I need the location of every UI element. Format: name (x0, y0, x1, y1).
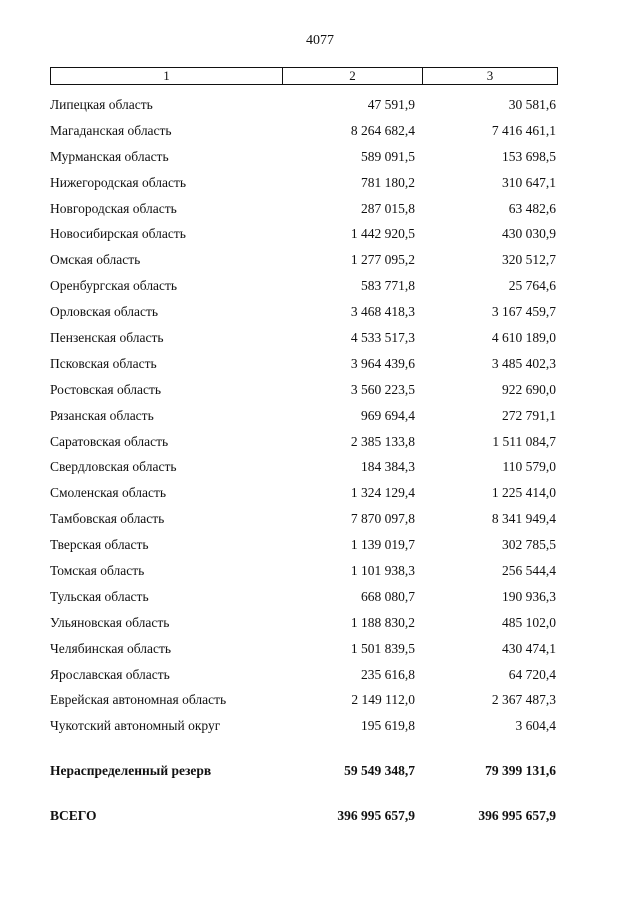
region-name: Тульская область (50, 588, 149, 604)
region-name: Ярославская область (50, 666, 170, 682)
column-header-1: 1 (51, 68, 283, 84)
value-col-2: 1 188 830,2 (350, 614, 415, 630)
value-col-2: 7 870 097,8 (350, 511, 415, 527)
value-col-3: 256 544,4 (502, 563, 556, 579)
value-col-2: 1 101 938,3 (350, 563, 415, 579)
value-col-2: 287 015,8 (361, 200, 415, 216)
total-value-3: 396 995 657,9 (478, 808, 556, 823)
table-row (50, 379, 558, 405)
region-name: Тверская область (50, 537, 149, 553)
table-row (50, 249, 558, 275)
table-row (50, 405, 558, 431)
value-col-3: 2 367 487,3 (491, 692, 556, 708)
value-col-3: 302 785,5 (502, 537, 556, 553)
value-col-3: 190 936,3 (502, 588, 556, 604)
reserve-value-3: 79 399 131,6 (485, 763, 556, 778)
region-name: Новгородская область (50, 200, 177, 216)
table-row (50, 612, 558, 638)
table-row (50, 456, 558, 482)
value-col-2: 195 619,8 (361, 718, 415, 734)
region-name: Мурманская область (50, 148, 169, 164)
table-row (50, 715, 558, 741)
value-col-2: 589 091,5 (361, 148, 415, 164)
table-row (50, 353, 558, 379)
value-col-2: 47 591,9 (367, 97, 415, 112)
value-col-3: 7 416 461,1 (491, 122, 556, 138)
value-col-3: 922 690,0 (502, 381, 556, 397)
value-col-3: 25 764,6 (508, 278, 556, 294)
reserve-value-2: 59 549 348,7 (344, 763, 415, 778)
value-col-3: 310 647,1 (502, 174, 556, 190)
total-row (50, 808, 558, 830)
value-col-2: 668 080,7 (361, 588, 415, 604)
table-row (50, 275, 558, 301)
page-number: 4077 (306, 33, 334, 48)
region-name: Ульяновская область (50, 614, 170, 630)
region-name: Челябинская область (50, 640, 172, 656)
table-header (50, 67, 558, 85)
value-col-3: 1 225 414,0 (491, 485, 556, 501)
value-col-3: 3 604,4 (515, 718, 556, 734)
value-col-3: 3 167 459,7 (491, 304, 556, 320)
value-col-2: 1 277 095,2 (350, 252, 415, 268)
table-row (50, 146, 558, 172)
value-col-2: 969 694,4 (361, 407, 415, 423)
value-col-3: 1 511 084,7 (492, 433, 556, 449)
region-name: Тамбовская область (50, 511, 165, 527)
region-name: Оренбургская область (50, 278, 178, 294)
table-row (50, 664, 558, 690)
value-col-3: 64 720,4 (508, 666, 556, 682)
column-header-3: 3 (486, 68, 494, 83)
column-header-2: 2 (283, 68, 423, 84)
value-col-2: 4 533 517,3 (350, 330, 415, 346)
value-col-3: 320 512,7 (502, 252, 556, 268)
reserve-row (50, 763, 558, 785)
value-col-2: 3 964 439,6 (350, 355, 415, 371)
value-col-3: 4 610 189,0 (491, 330, 556, 346)
value-col-3: 430 030,9 (502, 226, 556, 242)
region-name: Пензенская область (50, 330, 164, 346)
value-col-2: 1 442 920,5 (350, 226, 415, 242)
table-row (50, 327, 558, 353)
region-name: Омская область (50, 252, 141, 268)
value-col-3: 30 581,6 (508, 97, 556, 112)
value-col-2: 1 324 129,4 (350, 485, 415, 501)
region-name: Рязанская область (50, 407, 154, 423)
table-row (50, 301, 558, 327)
value-col-3: 3 485 402,3 (491, 355, 556, 371)
value-col-3: 153 698,5 (502, 148, 556, 164)
value-col-2: 1 501 839,5 (350, 640, 415, 656)
table-row (50, 94, 558, 120)
value-col-2: 3 560 223,5 (350, 381, 415, 397)
table-row (50, 482, 558, 508)
value-col-3: 272 791,1 (502, 407, 556, 423)
table-row (50, 534, 558, 560)
value-col-2: 8 264 682,4 (350, 122, 415, 138)
value-col-2: 781 180,2 (361, 174, 415, 190)
region-name: Новосибирская область (50, 226, 186, 242)
total-label: ВСЕГО (50, 808, 97, 823)
table-row (50, 638, 558, 664)
region-name: Саратовская область (50, 433, 169, 449)
value-col-2: 2 385 133,8 (350, 433, 415, 449)
region-name: Томская область (50, 563, 145, 579)
table-row (50, 431, 558, 457)
region-name: Псковская область (50, 355, 157, 371)
region-name: Свердловская область (50, 459, 177, 475)
value-col-2: 184 384,3 (361, 459, 415, 475)
region-name: Ростовская область (50, 381, 161, 397)
region-name: Еврейская автономная область (50, 692, 227, 708)
table-row (50, 560, 558, 586)
table-row (50, 198, 558, 224)
region-name: Чукотский автономный округ (50, 718, 221, 734)
value-col-3: 8 341 949,4 (491, 511, 556, 527)
value-col-2: 3 468 418,3 (350, 304, 415, 320)
value-col-2: 235 616,8 (361, 666, 415, 682)
value-col-2: 583 771,8 (361, 278, 415, 294)
value-col-3: 485 102,0 (502, 614, 556, 630)
region-name: Нижегородская область (50, 174, 187, 190)
table-row (50, 586, 558, 612)
value-col-2: 2 149 112,0 (351, 692, 415, 708)
value-col-3: 63 482,6 (508, 200, 556, 216)
total-value-2: 396 995 657,9 (337, 808, 415, 823)
table-body (50, 94, 558, 741)
region-name: Магаданская область (50, 122, 172, 138)
table-row (50, 508, 558, 534)
table-row (50, 689, 558, 715)
table-row (50, 120, 558, 146)
region-name: Липецкая область (50, 97, 153, 112)
table-row (50, 223, 558, 249)
value-col-3: 110 579,0 (502, 459, 556, 475)
value-col-3: 430 474,1 (502, 640, 556, 656)
value-col-2: 1 139 019,7 (350, 537, 415, 553)
table-row (50, 172, 558, 198)
reserve-label: Нераспределенный резерв (50, 763, 212, 778)
region-name: Смоленская область (50, 485, 167, 501)
region-name: Орловская область (50, 304, 159, 320)
